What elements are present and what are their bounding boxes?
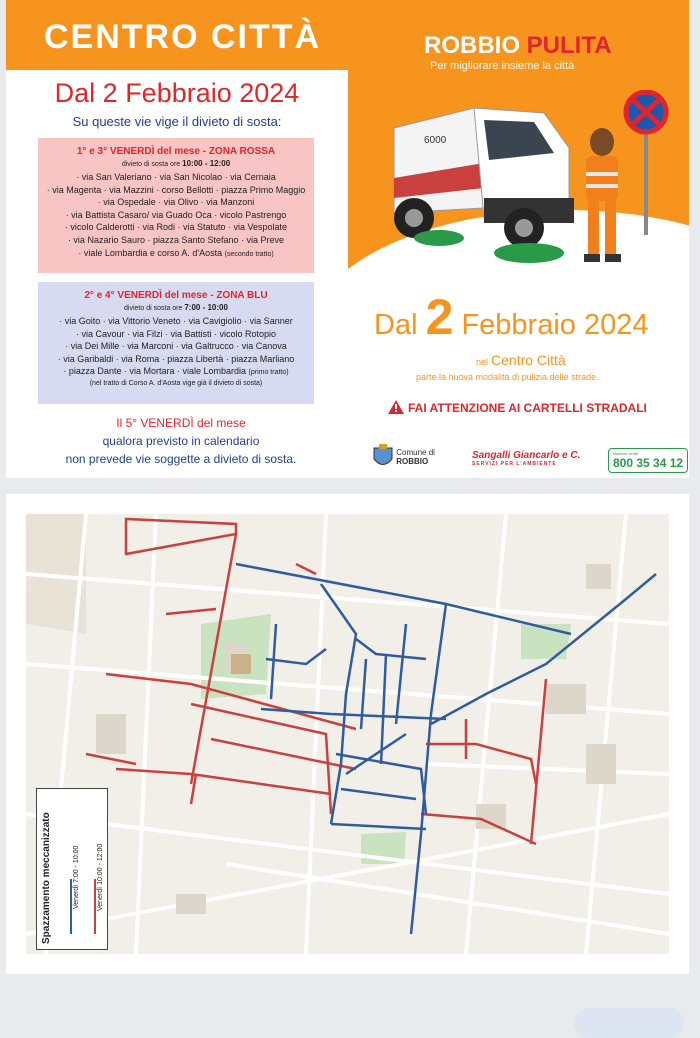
warning-message: FAI ATTENZIONE AI CARTELLI STRADALI: [388, 400, 647, 415]
legend-blue-label: Venerdì 7:00 - 10:00: [73, 845, 80, 909]
map-card: [6, 494, 689, 974]
floating-pill[interactable]: [574, 1008, 684, 1038]
street-row: · piazza Dante · via Mortara · viale Lombardia (primo tratto): [63, 366, 289, 377]
company-logo: Sangalli Giancarlo e C. SERVIZI PER L'AMBIENTE: [472, 450, 581, 467]
comune-logo: Comune di ROBBIO: [372, 444, 435, 470]
zona-blu-note: (nel tratto di Corso A. d'Aosta vige già il divieto di sosta): [89, 379, 263, 387]
street-row: · via San Valeriano · via San Nicolao · via Cernaia: [76, 172, 276, 182]
promo-date: Dal 2 Febbraio 2024: [374, 289, 649, 345]
city-map: [26, 514, 669, 954]
zona-blu-title: 2° e 4° VENERDÌ del mese - ZONA BLU: [84, 290, 268, 301]
street-row: · via Battista Casaro/ via Guado Oca · vicolo Pastrengo: [65, 209, 287, 220]
zona-rossa-title: 1° e 3° VENERDÌ del mese - ZONA ROSSA: [76, 146, 276, 157]
subtitle: Su queste vie vige il divieto di sosta:: [72, 114, 282, 129]
flyer: [6, 0, 689, 478]
warning-icon: [388, 400, 404, 414]
landmark-icon: [231, 654, 251, 674]
legend-title: Spazzamento meccanizzato: [41, 812, 52, 944]
page-title: CENTRO CITTÀ: [44, 18, 322, 56]
crest-icon: [372, 444, 394, 470]
legend-red-label: Venerdì 10:00 - 12:00: [97, 843, 104, 911]
street-row: · via Goito · via Vittorio Veneto · via Cavigiolio · via Sanner: [59, 316, 293, 326]
phone-badge: Numero verde 800 35 34 12: [608, 448, 688, 473]
promo-description: parte la nuova modalità di pulizia delle strade.: [416, 372, 599, 382]
date-heading: Dal 2 Febbraio 2024: [54, 78, 300, 108]
street-sweeper-illustration: [384, 98, 584, 268]
street-row: · viale Lombardia e corso A. d'Aosta (secondo tratto): [78, 247, 274, 258]
zona-rossa-box: 1° e 3° VENERDÌ del mese - ZONA ROSSA divieto di sosta ore 10:00 - 12:00 · via San Valeriano · via San Nicolao · via Cernaia · via Magenta · via Mazzini · corso Bellotti · piazza Primo Maggio · via Ospedale · via Olivo · via Manzoni · via Battista Casaro/ via Guado Oca · vicolo Pastrengo · vicolo Calderotti · via Rodi · via Statuto · via Vespolate · via Nazario Sauro · piazza Santo Stefano · via Preve · viale Lombardia e corso A. d'Aosta (secondo tratto): [38, 138, 314, 273]
street-row: · via Cavour · via Filzi · via Battisti · vicolo Rotopio: [75, 328, 277, 339]
street-row: · via Ospedale · via Olivo · via Manzoni: [97, 197, 255, 208]
brand-title: ROBBIO PULITA: [424, 32, 612, 59]
zona-blu-box: 2° e 4° VENERDÌ del mese - ZONA BLU divieto di sosta ore 7:00 - 10:00 · via Goito · via Vittorio Veneto · via Cavigiolio · via Sanner · via Cavour · via Filzi · via Battisti · vicolo Rotopio · via Dei Mille · via Marconi · via Galtrucco · via Canova · via Garibaldi · via Roma · piazza Libertà · piazza Marliano · piazza Dante · via Mortara · viale Lombardia (primo tratto) (nel tratto di Corso A. d'Aosta vige già il divieto di sosta): [38, 282, 314, 404]
street-row: · vicolo Calderotti · via Rodi · via Statuto · via Vespolate: [64, 222, 288, 233]
street-row: · via Magenta · via Mazzini · corso Bellotti · piazza Primo Maggio: [46, 184, 306, 195]
street-row: · via Nazario Sauro · piazza Santo Stefano · via Preve: [67, 234, 285, 245]
fifth-friday-note: Il 5° VENERDÌ del mese qualora previsto in calendario non prevede vie soggette a divieto di sosta.: [65, 416, 297, 466]
street-row: · via Dei Mille · via Marconi · via Galtrucco · via Canova: [65, 341, 287, 352]
promo-centro: nel Centro Città: [476, 352, 566, 368]
brand-tagline: Per migliorare insieme la città: [430, 60, 575, 72]
map-legend: [36, 788, 108, 950]
sweeper-model-label: 6000: [424, 135, 447, 146]
worker-mascot-icon: [572, 124, 632, 269]
street-row: · via Garibaldi · via Roma · piazza Libertà · piazza Marliano: [57, 353, 295, 364]
